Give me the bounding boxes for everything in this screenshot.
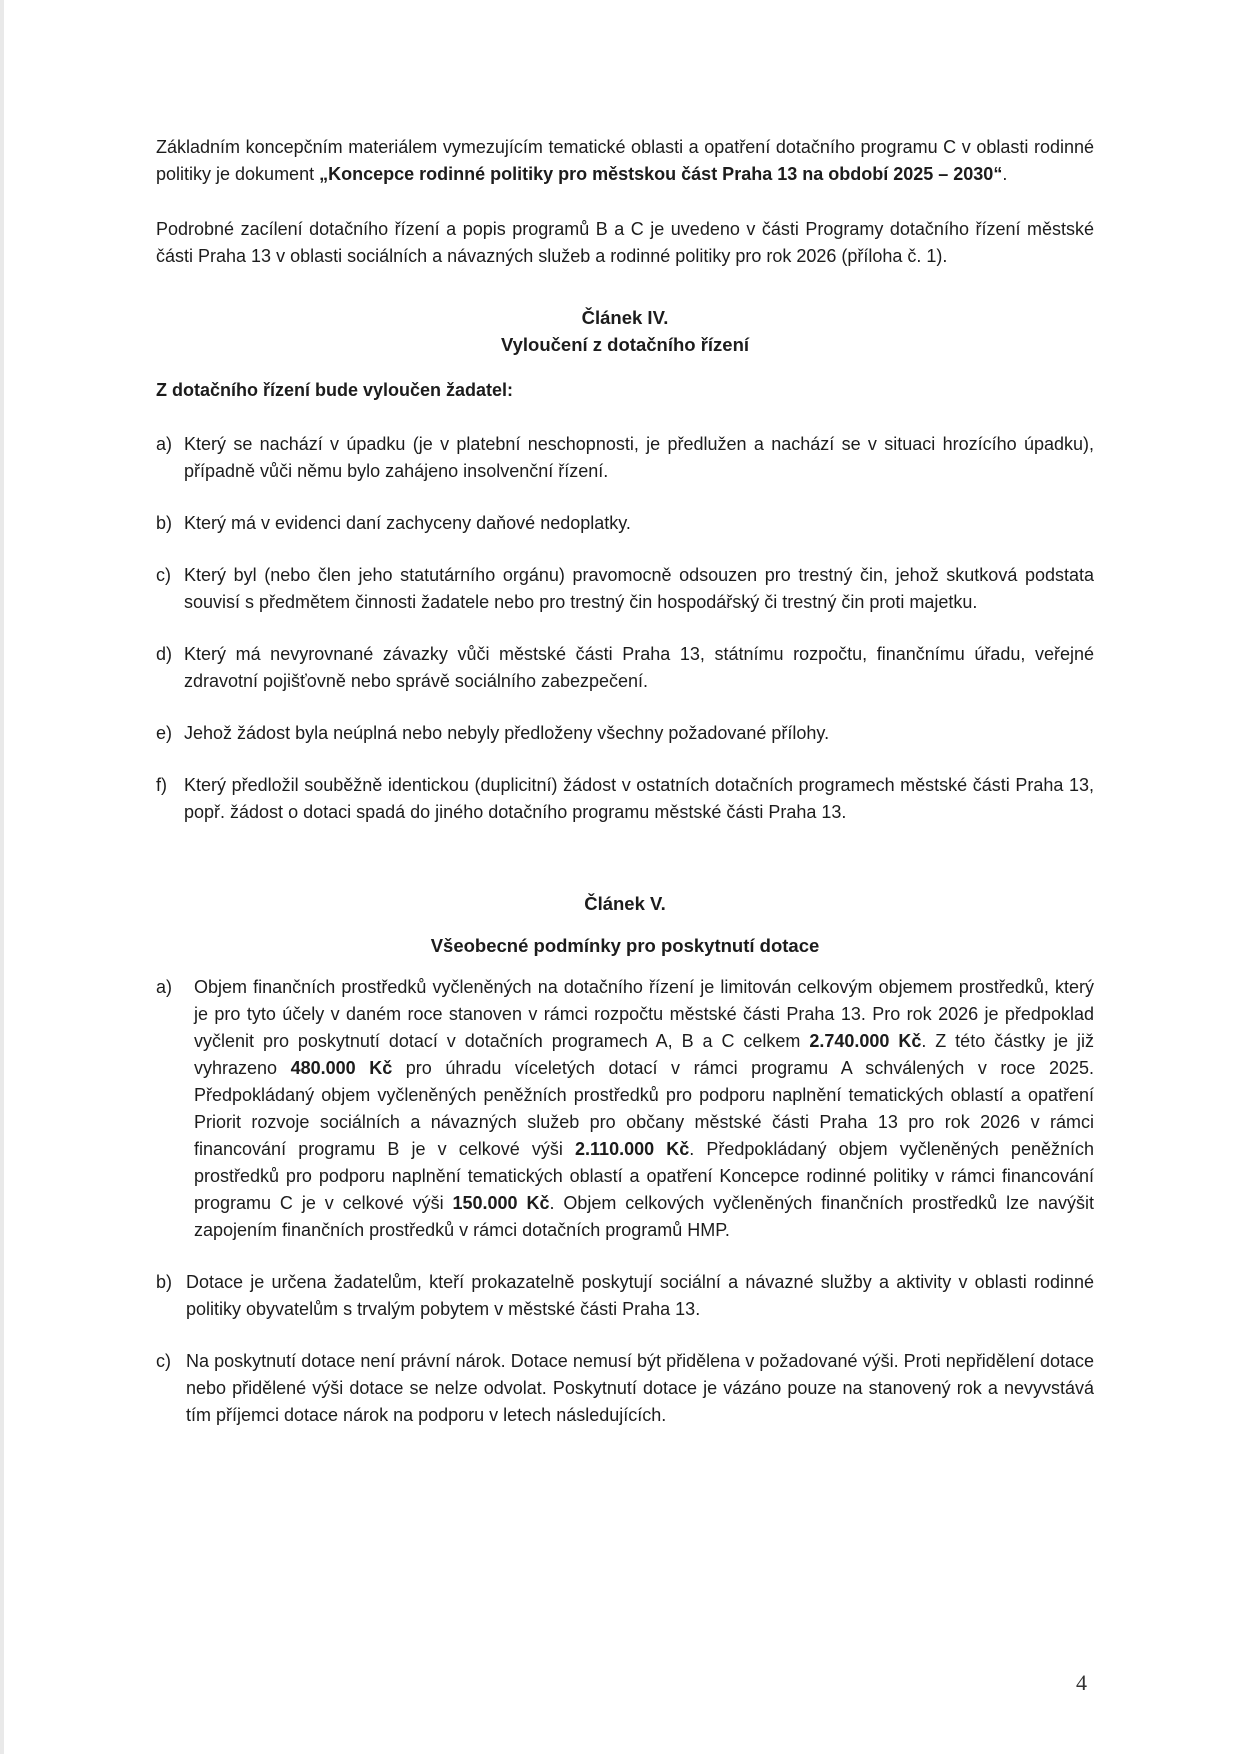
list-item-text: Který předložil souběžně identickou (duplicitní) žádost v ostatních dotačních programech městské části Praha 13, popř. žádost o dotaci spadá do jiného dotačního programu městské části Praha 13. [184,775,1094,822]
list-item [156,562,1094,616]
intro-paragraph-2: Podrobné zacílení dotačního řízení a popis programů B a C je uvedeno v části Programy dotačního řízení městské části Praha 13 v oblasti sociálních a návazných služeb a rodinné politiky pro rok 2026 (příloha č. 1). [156,219,1094,266]
list-item-label: f) [156,775,167,795]
page-number: 4 [1076,1670,1087,1695]
article-5-title: Všeobecné podmínky pro poskytnutí dotace [430,935,820,956]
list-item-text: Který má v evidenci daní zachyceny daňové nedoplatky. [184,513,631,533]
article-5-number: Článek V. [584,893,666,914]
list-item-label: d) [156,644,173,664]
list-item-text: Který byl (nebo člen jeho statutárního orgánu) pravomocně odsouzen pro trestný čin, jehož skutková podstata souvisí s předmětem činnosti žadatele nebo pro trestný čin hospodářský či trestný čin proti majetku. [184,565,1094,612]
list-item [156,510,1094,537]
list-item-text: Který má nevyrovnané závazky vůči městské části Praha 13, státnímu rozpočtu, finančnímu úřadu, veřejné zdravotní pojišťovně nebo správě sociálního zabezpečení. [184,644,1094,691]
list-item-label: e) [156,723,173,743]
page-content [156,134,1094,1454]
list-item [156,1269,1094,1323]
amount-total: 2.740.000 Kč [809,1031,922,1051]
list-item-label: a) [156,434,173,454]
list-item-text: Jehož žádost byla neúplná nebo nebyly předloženy všechny požadované přílohy. [184,723,830,743]
intro-text: Základním koncepčním materiálem vymezujícím tematické oblasti a opatření dotačního programu C v oblasti rodinné politiky je dokument [156,137,1094,184]
list-item-label: c) [156,565,171,585]
article-4-lead: Z dotačního řízení bude vyloučen žadatel: [156,380,514,400]
list-item-label: a) [156,977,173,997]
list-item-text: Který se nachází v úpadku (je v platební neschopnosti, je předlužen a nachází se v situaci hrozícího úpadku), případně vůči němu bylo zahájeno insolvenční řízení. [184,434,1094,481]
list-item [156,1348,1094,1429]
list-item-text: Na poskytnutí dotace není právní nárok. Dotace nemusí být přidělena v požadované výši. Proti nepřidělení dotace nebo přidělené výši dotace se nelze odvolat. Poskytnutí dotace je vázáno pouze na stanovený rok a nevyvstává tím příjemci dotace nárok na podporu v letech následujících. [186,1351,1094,1425]
scan-edge [0,0,4,1754]
list-item-text: . Předpokládaný objem vyčleněných peněžních prostředků pro podporu naplnění tematických oblastí a opatření Koncepce rodinné politiky v rámci financování programu C je v celkové výši [194,1139,1094,1213]
amount-reserved: 480.000 Kč [290,1058,393,1078]
amount-program-c: 150.000 Kč [452,1193,550,1213]
list-item-text: . Objem celkových vyčleněných finančních prostředků lze navýšit zapojením finančních prostředků v rámci dotačních programů HMP. [194,1193,1094,1240]
list-item-text: Objem finančních prostředků vyčleněných na dotačního řízení je limitován celkovým objemem prostředků, který je pro tyto účely v daném roce stanoven v rámci rozpočtu městské části Praha 13. Pro rok 2026 je předpoklad vyčlenit pro poskytnutí dotací v dotačních programech A, B a C celkem [194,977,1094,1051]
article-4-title: Vyloučení z dotačního řízení [500,334,750,355]
list-item-label: c) [156,1351,171,1371]
exclusion-list [156,431,1094,826]
list-item [156,772,1094,826]
intro-paragraph-1 [156,134,1094,188]
intro-document-title: „Koncepce rodinné politiky pro městskou část Praha 13 na období 2025 – 2030“ [319,164,1003,184]
list-item [156,431,1094,485]
list-item [156,720,1094,747]
conditions-list [156,974,1094,1429]
article-4-number: Článek IV. [581,307,669,328]
amount-program-b: 2.110.000 Kč [575,1139,690,1159]
list-item [156,974,1094,1244]
list-item-text: . Z této částky je již vyhrazeno [194,1031,1094,1078]
list-item-label: b) [156,513,173,533]
list-item-text: Dotace je určena žadatelům, kteří prokazatelně poskytují sociální a návazné služby a aktivity v oblasti rodinné politiky obyvatelům s trvalým pobytem v městské části Praha 13. [186,1272,1094,1319]
list-item-label: b) [156,1272,173,1292]
list-item [156,641,1094,695]
intro-text-end: . [1002,164,1008,184]
list-item-text: pro úhradu víceletých dotací v rámci programu A schválených v roce 2025. Předpokládaný objem vyčleněných peněžních prostředků pro podporu naplnění tematických oblastí a opatření Priorit rozvoje sociálních a návazných služeb pro občany městské části Praha 13 pro rok 2026 v rámci financování programu B je v celkové výši [194,1058,1094,1159]
